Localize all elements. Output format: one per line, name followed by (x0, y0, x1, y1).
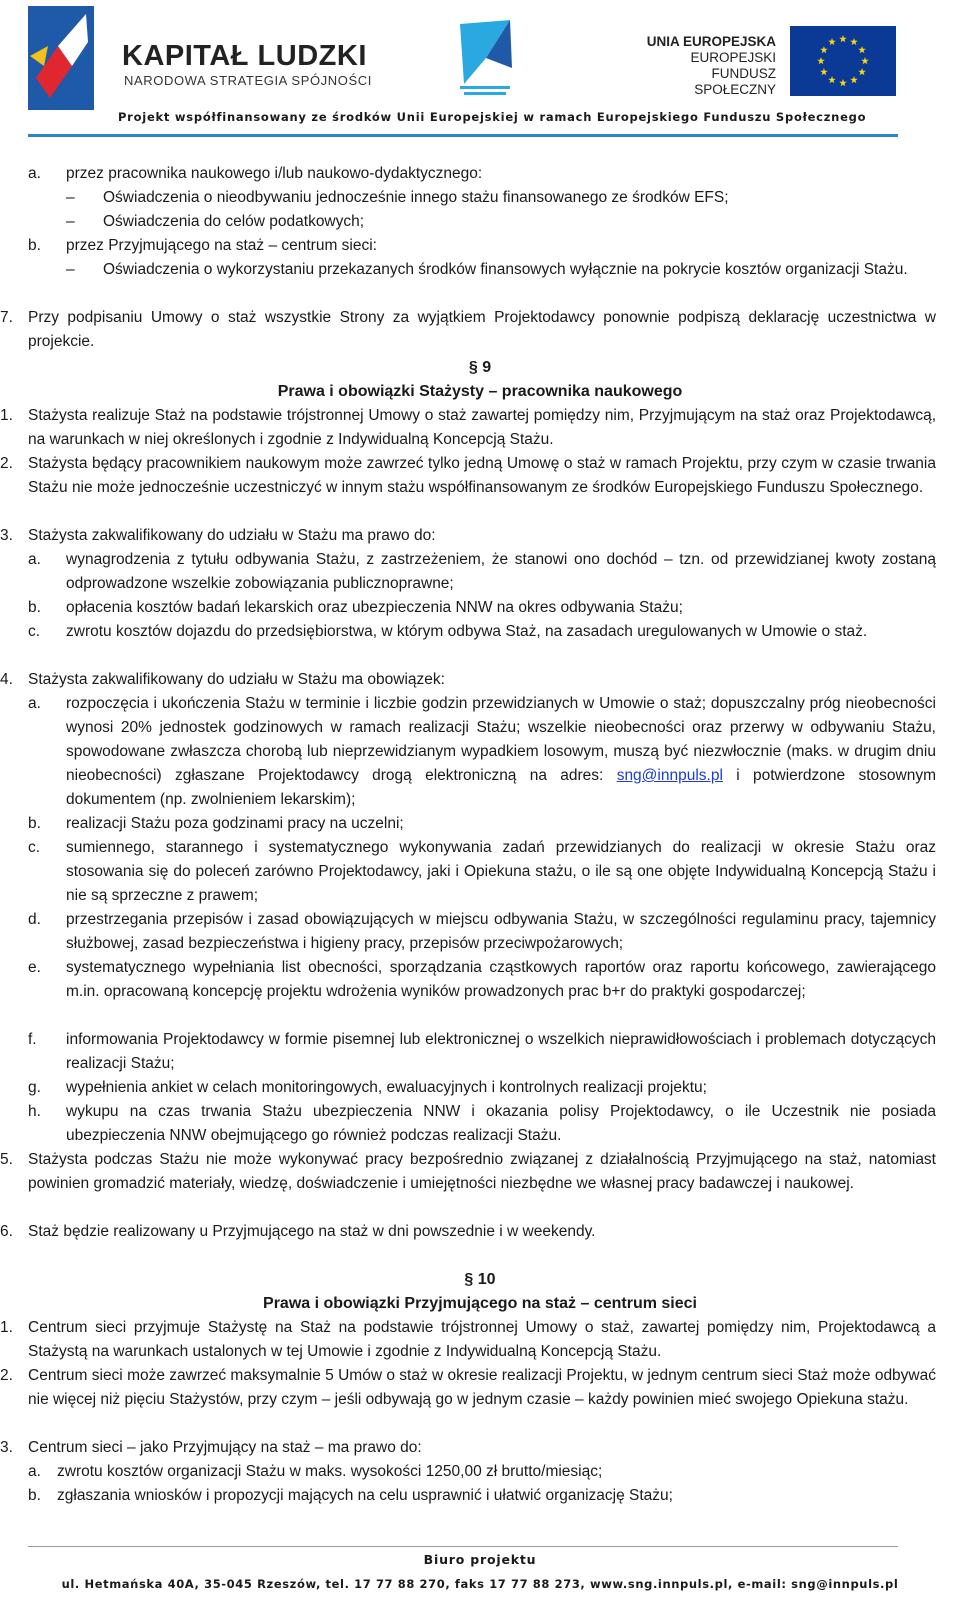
item-label: c. (28, 839, 41, 856)
item-text: Stażysta zakwalifikowany do udziału w Stażu ma prawo do: (28, 527, 436, 544)
item-text: Staż będzie realizowany u Przyjmującego na staż w dni powszednie i w weekendy. (28, 1223, 596, 1240)
logo-title: KAPITAŁ LUDZKI (122, 40, 367, 72)
item-text: sumiennego, starannego i systematycznego wykonywania zadań przewidzianych do realizacji w okresie Stażu oraz stosowania się do poleceń zarówno Projektodawcy, jaki i Opiekuna stażu, o ile są one objęte Indywidualną Koncepcją Stażu i nie są sprzeczne z prawem; (66, 839, 936, 904)
item-label: b. (28, 237, 41, 254)
list-item-7 (0, 306, 960, 354)
item-label: c. (28, 623, 41, 640)
section-number: § 10 (464, 1271, 496, 1288)
section-number: § 9 (468, 359, 492, 376)
item-label: b. (28, 599, 41, 616)
item-text: Stażysta realizuje Staż na podstawie trójstronnej Umowy o staż zawartej pomiędzy nim, Przyjmującym na staż oraz Projektodawcą, na warunkach w niej określonych i zgodnie z Indywidualną Koncepcją Stażu. (28, 407, 936, 448)
item-label: 6. (0, 1223, 13, 1240)
list-item-3 (0, 1436, 960, 1460)
footer-divider (28, 1546, 898, 1547)
eu-line-1: UNIA EUROPEJSKA (646, 34, 776, 49)
sub-item (0, 1100, 960, 1148)
item-label: d. (28, 911, 41, 928)
item-text: opłacenia kosztów badań lekarskich oraz ubezpieczenia NNW na okres odbywania Stażu; (66, 599, 683, 616)
item-text: wypełnienia ankiet w celach monitoringowych, ewaluacyjnych i kontrolnych realizacji projektu; (66, 1079, 707, 1096)
list-item-5 (0, 1148, 960, 1220)
item-text: realizacji Stażu poza godzinami pracy na uczelni; (66, 815, 404, 832)
list-item-2 (0, 452, 960, 524)
sub-item (0, 812, 960, 836)
item-text: Stażysta będący pracownikiem naukowym może zawrzeć tylko jedną Umowę o staż w ramach Projektu, przy czym w czasie trwania Stażu nie może jednocześnie uczestniczyć w innym stażu współfinansowanym ze środków Europejskiego Funduszu Społecznego. (28, 455, 936, 496)
page-header (0, 0, 960, 140)
footer-title: Biuro projektu (423, 1552, 537, 1567)
item-label: 3. (0, 1439, 13, 1456)
section-title: Prawa i obowiązki Stażysty – pracownika naukowego (277, 383, 683, 400)
item-label: e. (28, 959, 41, 976)
list-item-3 (0, 524, 960, 548)
item-label: h. (28, 1103, 41, 1120)
item-label: 4. (0, 671, 13, 688)
list-item-2 (0, 1364, 960, 1436)
cofunding-note: Projekt współfinansowany ze środków Unii Europejskiej w ramach Europejskiego Funduszu Społecznego (118, 110, 867, 124)
sub-item (0, 908, 960, 956)
dash-mark: – (66, 261, 75, 278)
sub-item (0, 692, 960, 812)
item-label: b. (28, 815, 41, 832)
document-body (0, 162, 960, 1508)
item-text: przez Przyjmującego na staż – centrum sieci: (66, 237, 377, 254)
sng-logo (456, 18, 514, 98)
item-label: a. (28, 1463, 41, 1480)
sub-item (0, 1484, 960, 1508)
item-text: zwrotu kosztów organizacji Stażu w maks. wysokości 1250,00 zł brutto/miesiąc; (57, 1463, 603, 1480)
dash-mark: – (66, 213, 75, 230)
item-text: Przy podpisaniu Umowy o staż wszystkie Strony za wyjątkiem Projektodawcy ponownie podpiszą deklarację uczestnictwa w projekcie. (28, 309, 936, 350)
item-text-tail: i potwierdzone stosownym dokumentem (np. zwolnieniem lekarskim); (66, 767, 936, 808)
header-divider (28, 134, 898, 137)
list-item-6 (0, 1220, 960, 1244)
dash-item (0, 210, 960, 234)
item-text: Centrum sieci przyjmuje Stażystę na Staż na podstawie trójstronnej Umowy o staż, zawartej pomiędzy nim, Projektodawcą a Stażystą na warunkach ustalonych w tej Umowie i zgodnie z Indywidualną Koncepcją Stażu. (28, 1319, 936, 1360)
sub-item (0, 1076, 960, 1100)
item-text: przez pracownika naukowego i/lub naukowo-dydaktycznego: (66, 165, 483, 182)
item-text: zgłaszania wniosków i propozycji mających na celu usprawnić i ułatwić organizację Stażu; (57, 1487, 673, 1504)
dash-mark: – (66, 189, 75, 206)
item-text: informowania Projektodawcy w formie pisemnej lub elektronicznej o wszelkich nieprawidłowościach i problemach dotyczących realizacji Stażu; (66, 1031, 936, 1072)
item-text: Oświadczenia do celów podatkowych; (103, 213, 365, 230)
dash-item (0, 258, 960, 306)
item-label: 1. (0, 1319, 13, 1336)
item-label: 2. (0, 1367, 13, 1384)
eu-line-3: FUNDUSZ SPOŁECZNY (694, 66, 776, 97)
item-text: przestrzegania przepisów i zasad obowiązujących w miejscu odbywania Stażu, w szczególności regulaminu pracy, tajemnicy służbowej, zasad bezpieczeństwa i higieny pracy, przepisów przeciwpożarowych; (66, 911, 936, 952)
item-label: b. (28, 1487, 41, 1504)
page-footer (0, 1546, 960, 1601)
item-label: 5. (0, 1151, 13, 1168)
list-item-a (0, 162, 960, 186)
sub-item (0, 620, 960, 668)
kapital-ludzki-logo (28, 6, 94, 110)
eu-text (634, 34, 776, 98)
item-label: 1. (0, 407, 13, 424)
eu-line-2: EUROPEJSKI (690, 50, 776, 65)
logo-subtitle: NARODOWA STRATEGIA SPÓJNOŚCI (124, 73, 372, 88)
sub-item (0, 1028, 960, 1076)
sub-item (0, 596, 960, 620)
footer-address: ul. Hetmańska 40A, 35-045 Rzeszów, tel. 17 77 88 270, faks 17 77 88 273, www.sng.innpuls.pl, e-mail: sng@innpuls.pl (61, 1577, 899, 1591)
list-item-1 (0, 1316, 960, 1364)
item-text: wykupu na czas trwania Stażu ubezpieczenia NNW i okazania polisy Projektodawcy, o ile Uczestnik nie posiada ubezpieczenia NNW obejmującego go również podczas realizacji Stażu. (66, 1103, 936, 1144)
item-text: Stażysta podczas Stażu nie może wykonywać pracy bezpośrednio związanej z działalnością Przyjmującego na staż, natomiast powinien gromadzić materiały, wiedzę, doświadczenie i umiejętności niezbędne we własnej pracy badawczej i naukowej. (28, 1151, 936, 1192)
item-text: Stażysta zakwalifikowany do udziału w Stażu ma obowiązek: (28, 671, 445, 688)
email-link[interactable]: sng@innpuls.pl (616, 767, 723, 784)
item-label: g. (28, 1079, 41, 1096)
item-label: a. (28, 551, 41, 568)
item-label: a. (28, 165, 41, 182)
sub-item (0, 956, 960, 1028)
section-title: Prawa i obowiązki Przyjmującego na staż – centrum sieci (263, 1295, 697, 1312)
list-item-1 (0, 404, 960, 452)
item-text: Centrum sieci może zawrzeć maksymalnie 5 Umów o staż w okresie realizacji Projektu, w jednym centrum sieci Staż może odbywać nie więcej niż pięciu Stażystów, przy czym – jeśli odbywają go w jednym czasie – każdy powinien mieć swojego Opiekuna stażu. (28, 1367, 936, 1408)
item-label: 7. (0, 309, 13, 326)
item-text: rozpoczęcia i ukończenia Stażu w terminie i liczbie godzin przewidzianych w Umowie o staż; dopuszczalny próg nieobecności wynosi 20% jednostek godzinowych w ramach realizacji Stażu; wszelkie nieobecności oraz przerwy w odbywaniu Stażu, spowodowane zwłaszcza chorobą lub nieprzewidzianym wypadkiem losowym, muszą być niezwłocznie (maks. w drugim dniu nieobecności) zgłaszane Projektodawcy drogą elektroniczną na adres: (66, 695, 936, 784)
item-label: 2. (0, 455, 13, 472)
dash-item (0, 186, 960, 210)
item-text: Oświadczenia o nieodbywaniu jednocześnie innego stażu finansowanego ze środków EFS; (103, 189, 729, 206)
sub-item (0, 548, 960, 596)
item-text: Centrum sieci – jako Przyjmujący na staż – ma prawo do: (28, 1439, 422, 1456)
eu-flag-icon (790, 26, 896, 96)
item-label: a. (28, 695, 41, 712)
item-label: 3. (0, 527, 13, 544)
list-item-4 (0, 668, 960, 692)
list-item-b (0, 234, 960, 258)
sub-item (0, 836, 960, 908)
sub-item (0, 1460, 960, 1484)
item-text: zwrotu kosztów dojazdu do przedsiębiorstwa, w którym odbywa Staż, na zasadach uregulowanych w Umowie o staż. (66, 623, 868, 640)
item-label: f. (28, 1031, 37, 1048)
item-text: Oświadczenia o wykorzystaniu przekazanych środków finansowych wyłącznie na pokrycie kosztów organizacji Stażu. (103, 261, 908, 278)
item-text: wynagrodzenia z tytułu odbywania Stażu, z zastrzeżeniem, że stanowi ono dochód – tzn. od przewidzianej kwoty zostaną odprowadzone wszelkie zobowiązania publicznoprawne; (66, 551, 936, 592)
item-text: systematycznego wypełniania list obecności, sporządzania cząstkowych raportów oraz raportu końcowego, zawierającego m.in. opracowaną koncepcję projektu wdrożenia wyników prowadzonych prac b+r do praktyki gospodarczej; (66, 959, 936, 1000)
